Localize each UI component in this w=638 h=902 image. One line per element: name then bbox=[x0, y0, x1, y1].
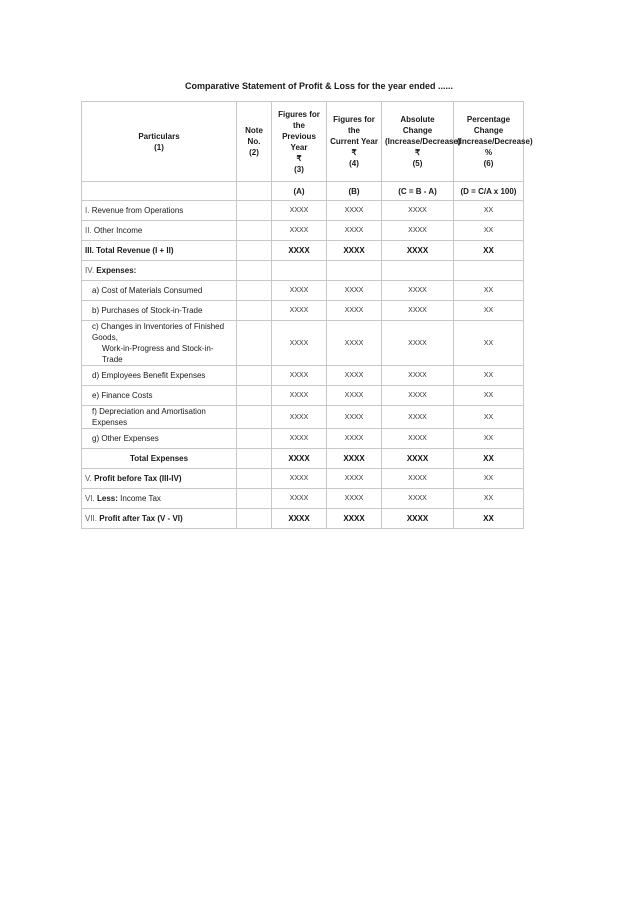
header-current-year: Figures for the Current Year ₹ (4) bbox=[327, 102, 382, 182]
row-label: Total Expenses bbox=[82, 449, 237, 469]
code-a: (A) bbox=[272, 182, 327, 201]
row-label: VII. Profit after Tax (V - VI) bbox=[82, 509, 237, 529]
table-row-total-expenses: Total Expenses XXXX XXXX XXXX XX bbox=[82, 449, 524, 469]
row-label: e) Finance Costs bbox=[82, 386, 237, 406]
code-c: (C = B - A) bbox=[382, 182, 454, 201]
table-row: f) Depreciation and Amortisation Expenses XXXX XXXX XXXX XX bbox=[82, 406, 524, 429]
row-label: IV. Expenses: bbox=[82, 261, 237, 281]
code-b: (B) bbox=[327, 182, 382, 201]
header-percentage-change: Percentage Change (Increase/Decrease) % (6) bbox=[454, 102, 524, 182]
profit-loss-table bbox=[81, 101, 533, 529]
table-row-total-revenue: III. Total Revenue (I + II) XXXX XXXX XXXX XX bbox=[82, 241, 524, 261]
table-row: b) Purchases of Stock-in-Trade XXXX XXXX XXXX XX bbox=[82, 301, 524, 321]
row-label: d) Employees Benefit Expenses bbox=[82, 366, 237, 386]
header-note-no: Note No. (2) bbox=[237, 102, 272, 182]
table-row: VI. Less: Income Tax XXXX XXXX XXXX XX bbox=[82, 489, 524, 509]
table-row bbox=[82, 261, 524, 281]
row-label: V. Profit before Tax (III-IV) bbox=[82, 469, 237, 489]
code-d: (D = C/A x 100) bbox=[454, 182, 524, 201]
table-row: g) Other Expenses XXXX XXXX XXXX XX bbox=[82, 429, 524, 449]
row-label: I. Revenue from Operations bbox=[82, 201, 237, 221]
row-label: b) Purchases of Stock-in-Trade bbox=[82, 301, 237, 321]
row-label: VI. Less: Income Tax bbox=[82, 489, 237, 509]
code-row bbox=[82, 182, 524, 201]
table-row: V. Profit before Tax (III-IV) XXXX XXXX XXXX XX bbox=[82, 469, 524, 489]
row-label: c) Changes in Inventories of Finished Goods, Work-in-Progress and Stock-in-Trade bbox=[82, 321, 237, 366]
table-row: I. Revenue from Operations XXXX XXXX XXXX XX bbox=[82, 201, 524, 221]
table-row-profit-after-tax: VII. Profit after Tax (V - VI) XXXX XXXX XXXX XX bbox=[82, 509, 524, 529]
row-label: f) Depreciation and Amortisation Expenses bbox=[82, 406, 237, 429]
row-label: g) Other Expenses bbox=[82, 429, 237, 449]
page-title: Comparative Statement of Profit & Loss for the year ended ...... bbox=[184, 81, 454, 91]
row-label: III. Total Revenue (I + II) bbox=[82, 241, 237, 261]
row-label: a) Cost of Materials Consumed bbox=[82, 281, 237, 301]
header-previous-year: Figures for the Previous Year ₹ (3) bbox=[272, 102, 327, 182]
table-row: c) Changes in Inventories of Finished Goods, Work-in-Progress and Stock-in-Trade XXXX XXXX XXXX XX bbox=[82, 321, 524, 366]
table-row: a) Cost of Materials Consumed XXXX XXXX XXXX XX bbox=[82, 281, 524, 301]
row-label: II. Other Income bbox=[82, 221, 237, 241]
table-row: d) Employees Benefit Expenses XXXX XXXX XXXX XX bbox=[82, 366, 524, 386]
header-particulars: Particulars (1) bbox=[82, 102, 237, 182]
header-row bbox=[82, 102, 524, 182]
table-row: e) Finance Costs XXXX XXXX XXXX XX bbox=[82, 386, 524, 406]
table-row: II. Other Income XXXX XXXX XXXX XX bbox=[82, 221, 524, 241]
header-absolute-change: Absolute Change (Increase/Decrease) ₹ (5) bbox=[382, 102, 454, 182]
